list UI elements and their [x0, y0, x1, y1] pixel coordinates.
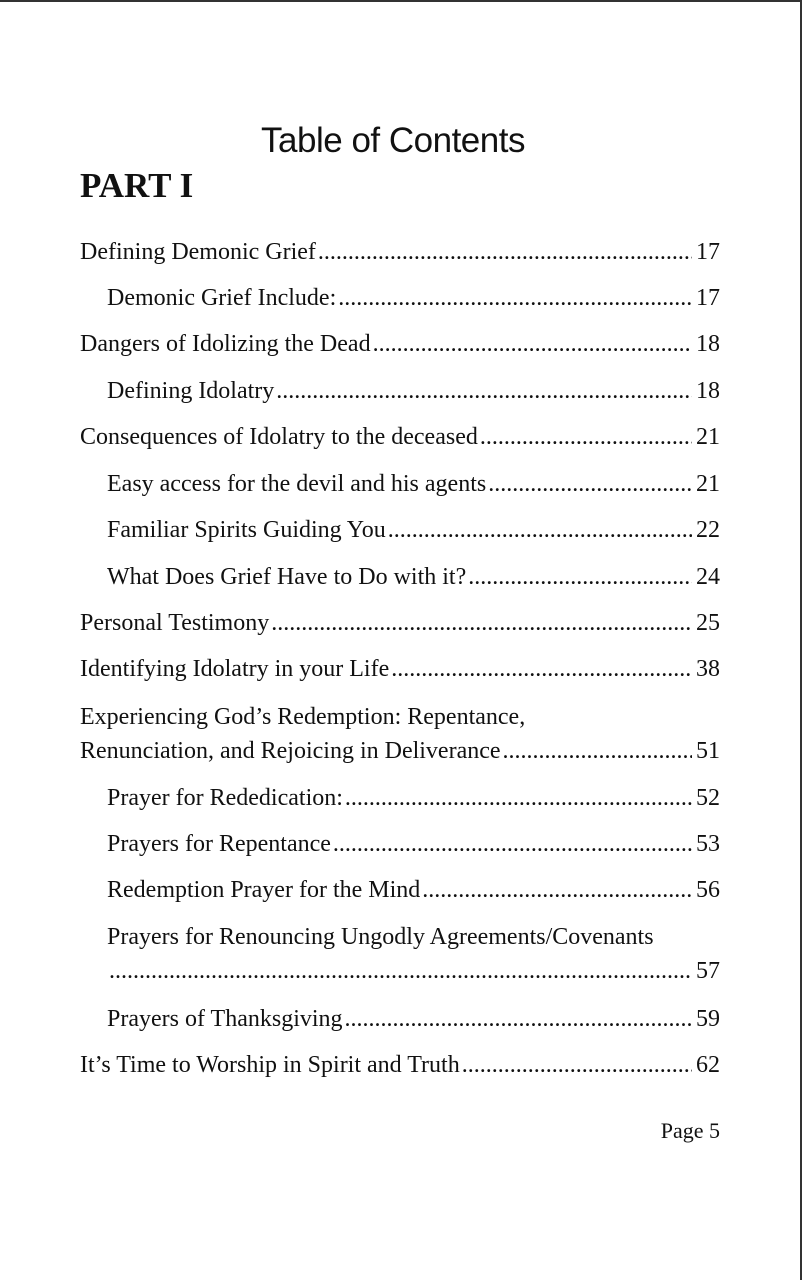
toc-entry-title: Prayer for Rededication: — [107, 785, 343, 811]
toc-entry-page: 38 — [696, 656, 720, 682]
toc-entry-title: Defining Demonic Grief — [80, 239, 316, 265]
toc-entry[interactable] — [80, 327, 720, 361]
toc-entry[interactable] — [80, 1048, 720, 1082]
toc-entry[interactable] — [107, 513, 720, 547]
toc-entry[interactable] — [107, 467, 720, 501]
dot-leader — [468, 560, 692, 594]
toc-entry-page: 25 — [696, 610, 720, 636]
dot-leader — [480, 420, 692, 454]
toc-entry-page: 52 — [696, 785, 720, 811]
toc-entry-title: Demonic Grief Include: — [107, 285, 337, 311]
toc-entry-page: 59 — [696, 1006, 720, 1032]
toc-entry[interactable] — [80, 235, 720, 269]
toc-entry-page: 62 — [696, 1052, 720, 1078]
toc-entry-page: 53 — [696, 831, 720, 857]
toc-entry[interactable] — [107, 281, 720, 315]
toc-entry[interactable] — [80, 606, 720, 640]
toc-entry[interactable] — [80, 652, 720, 686]
toc-entry-page: 22 — [696, 517, 720, 543]
toc-entry-page: 18 — [696, 378, 720, 404]
toc-entry-title: Personal Testimony — [80, 610, 270, 636]
toc-entry-page: 18 — [696, 331, 720, 357]
toc-entry-title-line: Experiencing God’s Redemption: Repentance, — [80, 704, 526, 730]
toc-entry[interactable] — [107, 560, 720, 594]
page-number: Page 5 — [660, 1118, 720, 1143]
dot-leader — [109, 954, 692, 988]
toc-entry-title: Dangers of Idolizing the Dead — [80, 331, 371, 357]
toc-entry-page: 17 — [696, 285, 720, 311]
page-title: Table of Contents — [261, 121, 525, 160]
toc-entry-page: 24 — [696, 564, 720, 590]
toc-entry-page: 51 — [696, 738, 720, 764]
toc-entry-title: Prayers of Thanksgiving — [107, 1006, 343, 1032]
toc-entry[interactable] — [107, 873, 720, 907]
dot-leader — [373, 327, 692, 361]
dot-leader — [333, 827, 692, 861]
toc-entry-page: 56 — [696, 877, 720, 903]
dot-leader — [391, 652, 692, 686]
part-heading: PART I — [80, 166, 194, 205]
dot-leader — [338, 281, 692, 315]
dot-leader — [462, 1048, 692, 1082]
toc-entry-title: Consequences of Idolatry to the deceased — [80, 424, 478, 450]
toc-entry-title: Familiar Spirits Guiding You — [107, 517, 386, 543]
toc-entry[interactable] — [107, 920, 720, 988]
toc-entry-title: Easy access for the devil and his agents — [107, 471, 487, 497]
toc-entry[interactable] — [107, 827, 720, 861]
toc-entry-title: Redemption Prayer for the Mind — [107, 877, 421, 903]
dot-leader — [345, 1002, 692, 1036]
toc-entry[interactable] — [80, 700, 720, 768]
toc-entry-title: What Does Grief Have to Do with it? — [107, 564, 467, 590]
toc-entry[interactable] — [107, 1002, 720, 1036]
dot-leader — [503, 734, 692, 768]
toc-entry-page: 21 — [696, 424, 720, 450]
toc-entry[interactable] — [80, 420, 720, 454]
toc-entry-title: Renunciation, and Rejoicing in Deliverance — [80, 738, 501, 764]
dot-leader — [271, 606, 692, 640]
dot-leader — [276, 374, 692, 408]
dot-leader — [388, 513, 692, 547]
toc-entry-title: Prayers for Repentance — [107, 831, 331, 857]
toc-entry-title-line: Prayers for Renouncing Ungodly Agreements/Covenants — [107, 924, 654, 950]
toc-entry-page: 17 — [696, 239, 720, 265]
toc-entry-title: Identifying Idolatry in your Life — [80, 656, 390, 682]
page-edge — [0, 0, 802, 2]
toc-entry-title: Defining Idolatry — [107, 378, 275, 404]
toc-entry-title: It’s Time to Worship in Spirit and Truth — [80, 1052, 460, 1078]
dot-leader — [488, 467, 692, 501]
toc-entry-page: 57 — [696, 958, 720, 984]
dot-leader — [422, 873, 692, 907]
toc-entry[interactable] — [107, 781, 720, 815]
toc-entry[interactable] — [107, 374, 720, 408]
dot-leader — [345, 781, 692, 815]
dot-leader — [318, 235, 692, 269]
toc-entry-page: 21 — [696, 471, 720, 497]
